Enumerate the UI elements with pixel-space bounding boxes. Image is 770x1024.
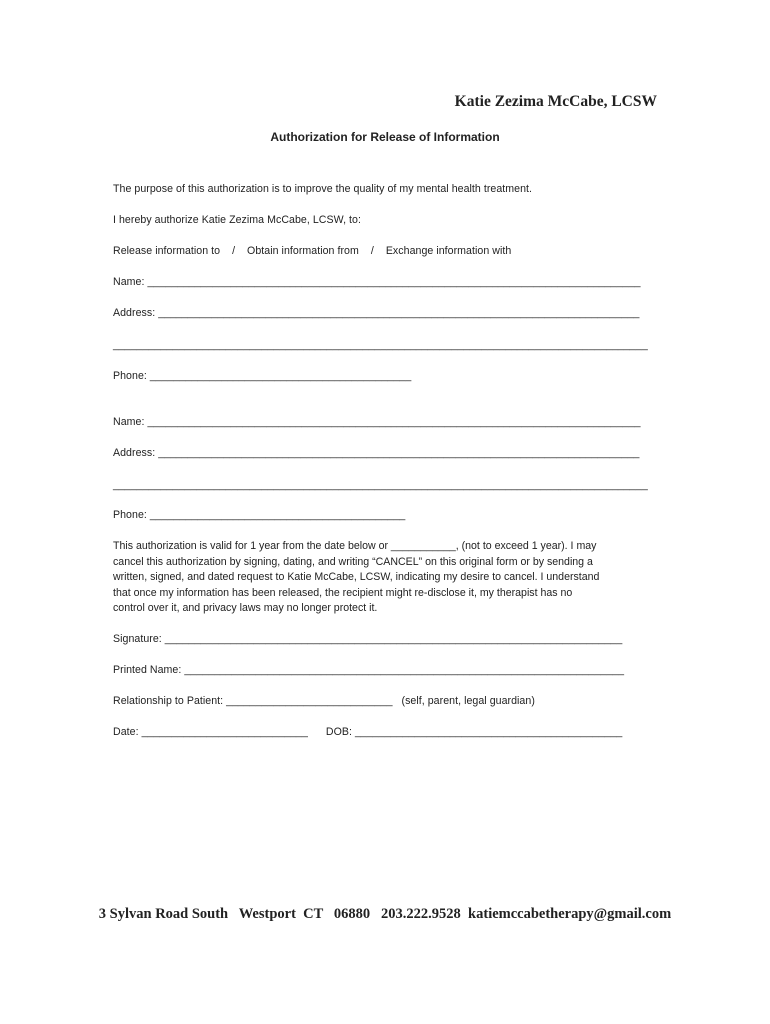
- contact2-address-field[interactable]: Address: _________________________________________________________________________________: [113, 447, 640, 459]
- relationship-field[interactable]: Relationship to Patient: ____________________________ (self, parent, legal guardian): [113, 695, 535, 707]
- contact1-phone-field[interactable]: Phone: ____________________________________________: [113, 370, 412, 382]
- contact1-address-field[interactable]: Address: _________________________________________________________________________________: [113, 307, 640, 319]
- validity-line: written, signed, and dated request to Katie McCabe, LCSW, indicating my desire to cancel. I understand: [113, 571, 600, 584]
- date-dob-fields[interactable]: Date: ____________________________ DOB: _____________________________________________: [113, 726, 623, 738]
- printed-name-field[interactable]: Printed Name: __________________________________________________________________________: [113, 664, 625, 676]
- validity-paragraph: [113, 539, 658, 617]
- purpose-statement: The purpose of this authorization is to improve the quality of my mental health treatment.: [113, 183, 533, 195]
- form-title: Authorization for Release of Information: [270, 130, 500, 144]
- validity-line: that once my information has been released, the recipient might re-disclose it, my therapist has no: [113, 586, 573, 599]
- authorization-statement: I hereby authorize Katie Zezima McCabe, LCSW, to:: [113, 214, 361, 226]
- signature-field[interactable]: Signature: _____________________________________________________________________________: [113, 633, 623, 645]
- contact2-phone-field[interactable]: Phone: ___________________________________________: [113, 509, 406, 521]
- contact1-address-line2-field[interactable]: __________________________________________________________________________________________: [113, 339, 648, 351]
- release-options: Release information to / Obtain information from / Exchange information with: [113, 245, 512, 257]
- validity-line: This authorization is valid for 1 year from the date below or ___________, (not to exceed 1 year). I may: [113, 540, 597, 552]
- contact2-address-line2-field[interactable]: __________________________________________________________________________________________: [113, 479, 648, 491]
- contact2-name-field[interactable]: Name: ___________________________________________________________________________________: [113, 416, 641, 428]
- validity-line: cancel this authorization by signing, dating, and writing “CANCEL” on this original form or by sending a: [113, 555, 593, 568]
- practitioner-name: Katie Zezima McCabe, LCSW: [454, 93, 657, 110]
- footer-contact: 3 Sylvan Road South Westport CT 06880 203.222.9528 katiemccabetherapy@gmail.com: [98, 906, 672, 922]
- validity-line: control over it, and privacy laws may no longer protect it.: [113, 602, 378, 615]
- contact1-name-field[interactable]: Name: ___________________________________________________________________________________: [113, 276, 641, 288]
